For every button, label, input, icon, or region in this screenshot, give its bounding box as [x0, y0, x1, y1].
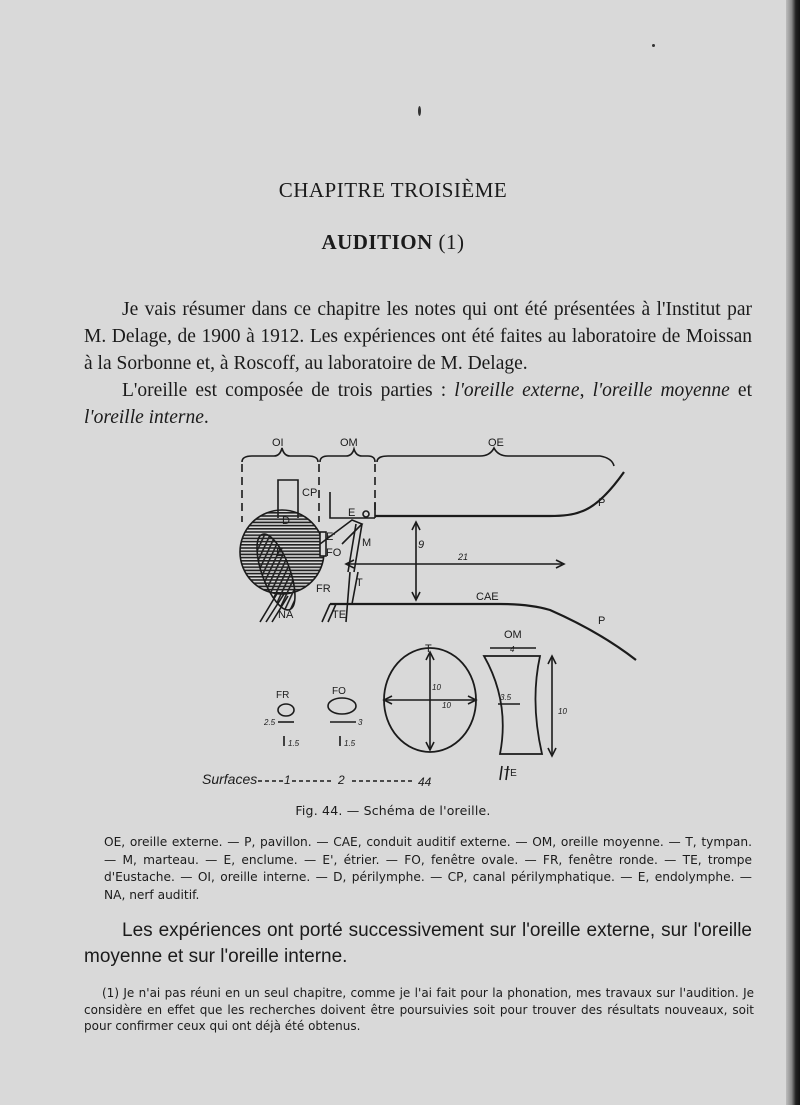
label-dim-9: 9	[418, 539, 425, 551]
label-fr-width: 2.5	[264, 718, 276, 727]
label-fr-height: 1.5	[288, 739, 300, 748]
label-oval-window: FO	[326, 547, 342, 559]
paragraph-intro: Je vais résumer dans ce chapitre les notes qui ont été présentées à l'Institut par M. Delage, de 1900 à 1912. Les expériences ont été faites au laboratoire de Moissan à la Sorbonne et, à Roscoff, au laboratoire de M. Delage.	[84, 299, 752, 374]
label-cp: CP	[302, 487, 318, 499]
section-title	[0, 230, 786, 255]
page-edge-shadow	[786, 0, 800, 1105]
label-fo-height: 1.5	[344, 739, 356, 748]
label-d: D	[282, 515, 290, 527]
label-canal: CAE	[476, 591, 499, 603]
label-nerve: NA	[278, 609, 294, 621]
label-fo-detail: FO	[332, 686, 346, 697]
period: .	[203, 407, 209, 428]
label-te-detail: TE	[504, 768, 517, 779]
brace-oe	[377, 448, 614, 466]
outer-ear-term: l'oreille externe	[454, 380, 580, 401]
section-title-text: AUDITION	[321, 230, 433, 254]
paragraph-experiments: Les expériences ont porté successivement sur l'oreille externe, sur l'oreille moyenne et sur l'oreille interne.	[84, 920, 752, 967]
label-fo-width: 3	[358, 718, 363, 727]
label-oe: OE	[488, 437, 504, 449]
chapter-title: CHAPITRE TROISIÈME	[278, 178, 508, 202]
surface-t: 44	[418, 775, 432, 789]
label-endolymph: E	[276, 547, 284, 559]
separator: et	[729, 380, 752, 401]
footnote-marker: (1)	[438, 230, 465, 254]
ear-parts-lead: L'oreille est composée de trois parties :	[122, 380, 455, 401]
label-om: OM	[340, 437, 358, 449]
label-t-detail: T	[425, 643, 432, 655]
label-fr-detail: FR	[276, 690, 290, 701]
ink-speck	[652, 44, 655, 47]
surface-fo: 2	[338, 773, 345, 787]
label-malleus: M	[362, 537, 372, 549]
separator: ,	[579, 380, 593, 401]
oval-window-shape	[328, 698, 356, 714]
footnote: (1) Je n'ai pas réuni en un seul chapitre, comme je l'ai fait pour la phonation, mes travaux sur l'audition. Je considère en effet que les recherches doivent être poursuivies soit pour trouver des résultats nouveaux, soit pour confirmer ceux qui ont déjà été obtenus.	[84, 986, 754, 1033]
label-pinna-bottom: P	[598, 615, 606, 627]
label-dim-10a: 10	[432, 683, 441, 692]
label-dim-10b: 10	[442, 701, 451, 710]
canal-top-wall	[375, 472, 624, 516]
ear-schema-drawing	[180, 432, 650, 802]
middle-ear-term: l'oreille moyenne	[592, 380, 730, 401]
round-window-shape	[278, 704, 294, 716]
ear-schema-figure	[180, 432, 650, 802]
middle-ear-shape	[484, 656, 542, 754]
label-incus: E	[348, 507, 356, 519]
surface-fr: 1	[284, 773, 291, 787]
inner-ear-term: l'oreille interne	[84, 407, 204, 428]
label-dim-10c: 10	[558, 707, 567, 716]
label-tympanum: T	[356, 577, 363, 589]
brace-om	[320, 449, 375, 462]
incus-joint	[363, 511, 369, 517]
label-pinna-top: P	[598, 497, 606, 509]
ink-speck	[418, 106, 421, 116]
paragraph-ear-parts	[84, 377, 752, 431]
label-eustachian: TE	[332, 609, 347, 621]
figure-legend: OE, oreille externe. — P, pavillon. — CAE, conduit auditif externe. — OM, oreille moyenne. — T, tympan. — M, marteau. — E, enclume. — E', étrier. — FO, fenêtre ovale. — FR, fenêtre ronde. — TE, trompe d'Eustache. — OI, oreille interne. — D, périlymphe. — CP, canal périlymphatique. — E, endolymphe. — NA, nerf auditif.	[104, 835, 752, 902]
label-dim-4: 4	[510, 645, 515, 654]
label-om-detail: OM	[504, 629, 522, 641]
label-surfaces: Surfaces	[202, 771, 258, 787]
label-oi: OI	[272, 437, 284, 449]
label-round-window: FR	[316, 583, 331, 595]
canal-bottom-wall	[330, 604, 636, 660]
label-dim-3-5: 3.5	[500, 693, 512, 702]
label-stapes: E'	[326, 531, 336, 543]
brace-oi	[242, 448, 318, 462]
label-dim-21: 21	[458, 552, 469, 562]
figure-caption: Fig. 44. — Schéma de l'oreille.	[295, 803, 491, 818]
